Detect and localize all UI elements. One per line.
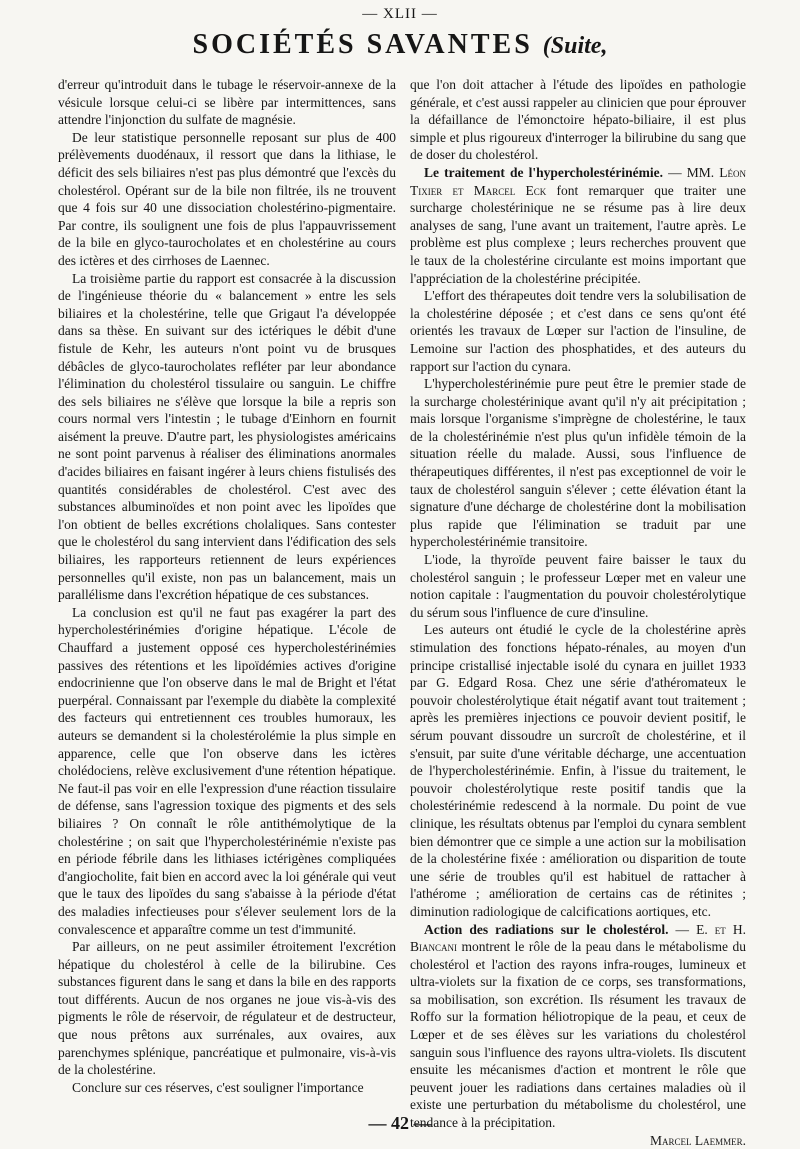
section-header	[0, 28, 800, 63]
paragraph: d'erreur qu'introduit dans le tubage le réservoir-annexe de la vésicule lorsque celui-ci se libère par intermittences, sans attendre l'injonction du sulfate de magnésie.	[58, 77, 396, 128]
paragraph: De leur statistique personnelle reposant sur plus de 400 prélèvements duodénaux, il ressort que dans la lithiase, le déficit des sels biliaires n'est pas plus démontré que l'excès du cholestérol. Opérant sur de la bile non filtrée, ils ne trouvent que 4 fois sur 40 une dissociation cholestérino-pigmentaire. Par contre, ils soulignent une fois de plus l'appauvrissement de la bile en glyco-taurocholates et en cholestérine au cours des ictères et des cirrhoses de Laennec.	[58, 129, 396, 268]
author-signature: Marcel Laemmer.	[649, 1132, 746, 1148]
roman-page-number: — XLII —	[362, 6, 438, 22]
rubric-text: font remarquer que traiter une surcharge cholestérinique ne se résume pas à lire deux analyses de sang, l'une avant un traitement, l'autre après. Le problème est plus complexe ; leurs recherches prouvent que le taux de la cholestérine circulante est moins important que l'appréciation de la cholestérine précipitée.	[410, 182, 747, 286]
paragraph: L'hypercholestérinémie pure peut être le premier stade de la surcharge cholestérinique avant qu'il n'y ait précipitation ; mais lorsque l'organisme s'imprègne de cholestérine, le taux de la cholestérinémie n'est plus qu'un infidèle témoin de la situation réelle du malade. Aussi, sous l'influence de thérapeutiques différentes, il n'est pas exceptionnel de voir le taux de cholestérol sanguin s'élever ; cette élévation étant la signature d'une décharge de cholestérine dont la mobilisation plus rapide que l'élimination se traduit par une hypercholestérinémie transitoire.	[410, 376, 746, 550]
right-column	[410, 76, 747, 1148]
paragraph: que l'on doit attacher à l'étude des lipoïdes en pathologie générale, et c'est aussi rappeler au clinicien que pour éprouver la défaillance de l'émonctoire hépato-biliaire, il est plus simple et plus rigoureux d'interroger la bilirubine du sang que de doser du cholestérol.	[410, 77, 746, 163]
rubric-title: Action des radiations sur le cholestérol.	[424, 921, 669, 937]
rubric-authors: — E. et H. Biancani	[410, 921, 746, 955]
left-column	[58, 76, 396, 1095]
paragraph: L'effort des thérapeutes doit tendre vers la solubilisation de la cholestérine déposée ; et c'est dans ce sens qu'ont été orientés les travaux de Lœper sur l'action de l'insuline, de Lemoine sur l'action des phosphatides, et des auteurs du rapport sur l'action du cynara.	[410, 288, 746, 374]
paragraph: La conclusion est qu'il ne faut pas exagérer la part des hypercholestérinémies d'origine hépatique. L'école de Chauffard a justement opposé ces hypercholestérinémies passives des rétentions et les lipoïdémies actives d'origine endocrinienne que l'on observe dans le mal de Bright et l'état puerpéral. Connaissant par l'exemple du diabète la complexité des facteurs qui entretiennent ces troubles humoraux, les auteurs se demandent si la cholestérolémie la plus simple en apparence, celle que l'on observe dans les ictères cholédociens, relève exclusivement d'une rétention hépatique. Ne faut-il pas voir en elle l'expression d'une réaction tissulaire de défense, sans l'agression toxique des pigments et des sels biliaires ? On connaît le rôle antithémolytique de la cholestérine ; on sait que l'hypercholestérinémie n'existe pas en période fébrile dans les lithiases ictérigènes compliquées d'angiocholite, fait bien en accord avec la loi générale qui veut que le taux des lipoïdes du sang s'abaisse à la période d'état des maladies infectieuses pour s'élever seulement lors de la convalescence et apparaître comme un test d'immunité.	[58, 604, 396, 937]
rubric-title: Le traitement de l'hypercholestérinémie.	[424, 164, 663, 180]
section-treatment-hypercholesterinemia	[410, 164, 746, 287]
paragraph: Conclure sur ces réserves, c'est souligner l'importance	[72, 1079, 364, 1095]
section-suite: (Suite,	[542, 33, 608, 59]
paragraph: Par ailleurs, on ne peut assimiler étroitement l'excrétion hépatique du cholestérol à celle de la bilirubine. Ces substances figurent dans le sang et dans la bile en des rapports tout différents. Aucun de nos organes ne joue vis-à-vis des pigments le rôle de réservoir, de régulateur et de destructeur, que nous prêtons aux surrénales, aux ovaires, aux parenchymes splénique, pancréatique et pulmonaire, vis-à-vis de la cholestérine.	[58, 939, 396, 1078]
section-title: SOCIÉTÉS SAVANTES	[192, 29, 533, 60]
paragraph: La troisième partie du rapport est consacrée à la discussion de l'ingénieuse théorie du « balancement » entre les sels biliaires et la cholestérine, telle que Grigaut l'a développée dans sa thèse. En suivant sur des ictériques le débit d'une fistule de Kehr, les auteurs n'ont point vu de brusques débâcles de glyco-taurocholates refléter par leur abondance l'élimination du cholestérol tissulaire ou sanguin. Le chiffre des sels biliaires ne s'élève que lorsque la bile a repris son cours normal vers l'intestin ; le tubage d'Einhorn en fournit aisément la preuve. D'autre part, les physiologistes américains ne sont point parvenus à réaliser des éliminations anormales d'acides biliaires en faisant ingérer à leurs chiens fistulisés des quantités considérables de cholestérol. C'est avec des substances albuminoïdes et non point avec les lipoïdes que l'on obtient de belles excrétions cholaliques. Sans contester que le cholestérol du sang intervient dans l'édification des sels biliaires, les rapporteurs retiennent de leurs expériences personnelles qu'il existe, non pas un balancement, mais un parallélisme dans l'excrétion hépatique de ces substances.	[58, 270, 396, 603]
page-number: — 42 —	[368, 1113, 432, 1133]
rubric-text: montrent le rôle de la peau dans le métabolisme du cholestérol et l'action des rayons infra-rouges, lumineux et ultra-violets sur la fixation de ce corps, ses transformations, sa mobilisation, son excrétion. Ils résument les travaux de Roffo sur la formation héliotropique de la peau, et ceux de Lœper et de ses élèves sur les variations du cholestérol sanguin sous l'influence des rayons ultra-violets. Ils discutent ensuite les mécanismes d'action et montrent le rôle que peuvent jouer les radiations dans certaines maladies où il existe une perturbation du métabolisme du cholestérol, une tendance à la précipitation.	[410, 939, 746, 1131]
rubric-authors: — MM. Léon Tixier et Marcel Eck	[410, 164, 747, 198]
paragraph: Les auteurs ont étudié le cycle de la cholestérine après stimulation des fonctions hépato-rénales, au moyen d'un principe cristallisé injectable isolé du cynara en juillet 1933 par G. Edgard Rosa. Chez une série d'athéromateux le pouvoir cholestérolytique était négatif avant tout traitement ; après les premières injections ce pouvoir devient positif, le sérum pouvant dissoudre un surcroît de cholestérine, et il s'ensuit, par suite d'une véritable décharge, une accentuation de l'hypercholestérinémie. Enfin, à l'issue du traitement, le pouvoir cholestérolytique reste positif tandis que la cholestérinémie redescend à la normale. Du point de vue clinique, les résultats obtenus par l'emploi du cynara semblent bien démontrer que ce simple a une action sur la mobilisation de la cholestérine fixée : amélioration ou disparition de toute une série de troubles qu'il est habituel de rattacher à l'athérome ; amélioration de certains cas de rétinites ; diminution radiologique de calcifications aortiques, etc.	[410, 622, 746, 919]
paragraph: L'iode, la thyroïde peuvent faire baisser le taux du cholestérol sanguin ; le professeur Lœper met en valeur une notion capitale : l'augmentation du pouvoir cholestérolytique du sérum sous l'influence de cure d'insuline.	[410, 552, 746, 620]
section-radiations-cholesterol	[410, 921, 746, 1132]
